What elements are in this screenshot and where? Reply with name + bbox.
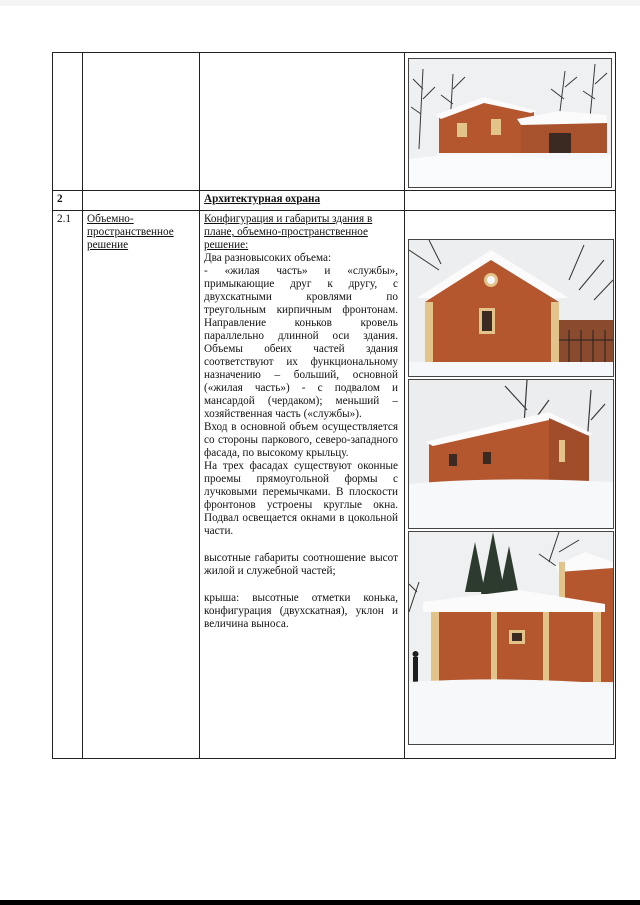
section-row	[53, 191, 616, 211]
photo-building-winter-1	[408, 58, 612, 188]
section-title: Архитектурная охрана	[204, 193, 321, 205]
photo-column	[405, 211, 616, 759]
monument-description-table	[52, 52, 616, 759]
continuation-row	[53, 53, 616, 191]
photo-gable-facade	[408, 239, 614, 377]
description-heading: Конфигурация и габариты здания в плане, объемно-пространственное решение:	[204, 213, 373, 251]
item-row-2-1	[53, 211, 616, 759]
description-paragraph-1: Два разновысоких объема:	[204, 252, 332, 264]
description-paragraph-4: На трех фасадах существуют оконные проемы прямоугольной формы с лучковыми перемычками. В плоскости фронтонов устроены круглые окна. Подвал освещается окнами в цокольной части.	[204, 460, 398, 537]
photo-service-part	[408, 531, 614, 745]
item-number: 2.1	[53, 211, 83, 759]
item-description	[200, 211, 405, 759]
photo-side-view	[408, 379, 614, 529]
item-name: Объемно-пространственное решение	[87, 213, 174, 251]
description-paragraph-5: высотные габариты соотношение высот жилой и служебной частей;	[204, 552, 398, 577]
description-paragraph-6: крыша: высотные отметки конька, конфигурация (двухскатная), уклон и величина выноса.	[204, 592, 398, 630]
scan-bottom-edge	[0, 900, 640, 905]
description-paragraph-2: - «жилая часть» и «службы», примыкающие друг к другу, с двухскатными кровлями по треугольным кирпичным фронтонам. Направление коньков кровель параллельно длинной оси здания. Объемы обеих частей здания соответствуют их функциональному назначению – больший, основной («жилая часть») - с подвалом и мансардой (чердаком); меньший – хозяйственная часть («службы»).	[204, 265, 398, 420]
scan-top-edge	[0, 0, 640, 6]
photo-cell	[405, 53, 616, 191]
section-number: 2	[53, 191, 83, 211]
description-paragraph-3: Вход в основной объем осуществляется со стороны паркового, северо-западного фасада, по высокому крыльцу.	[204, 421, 398, 459]
